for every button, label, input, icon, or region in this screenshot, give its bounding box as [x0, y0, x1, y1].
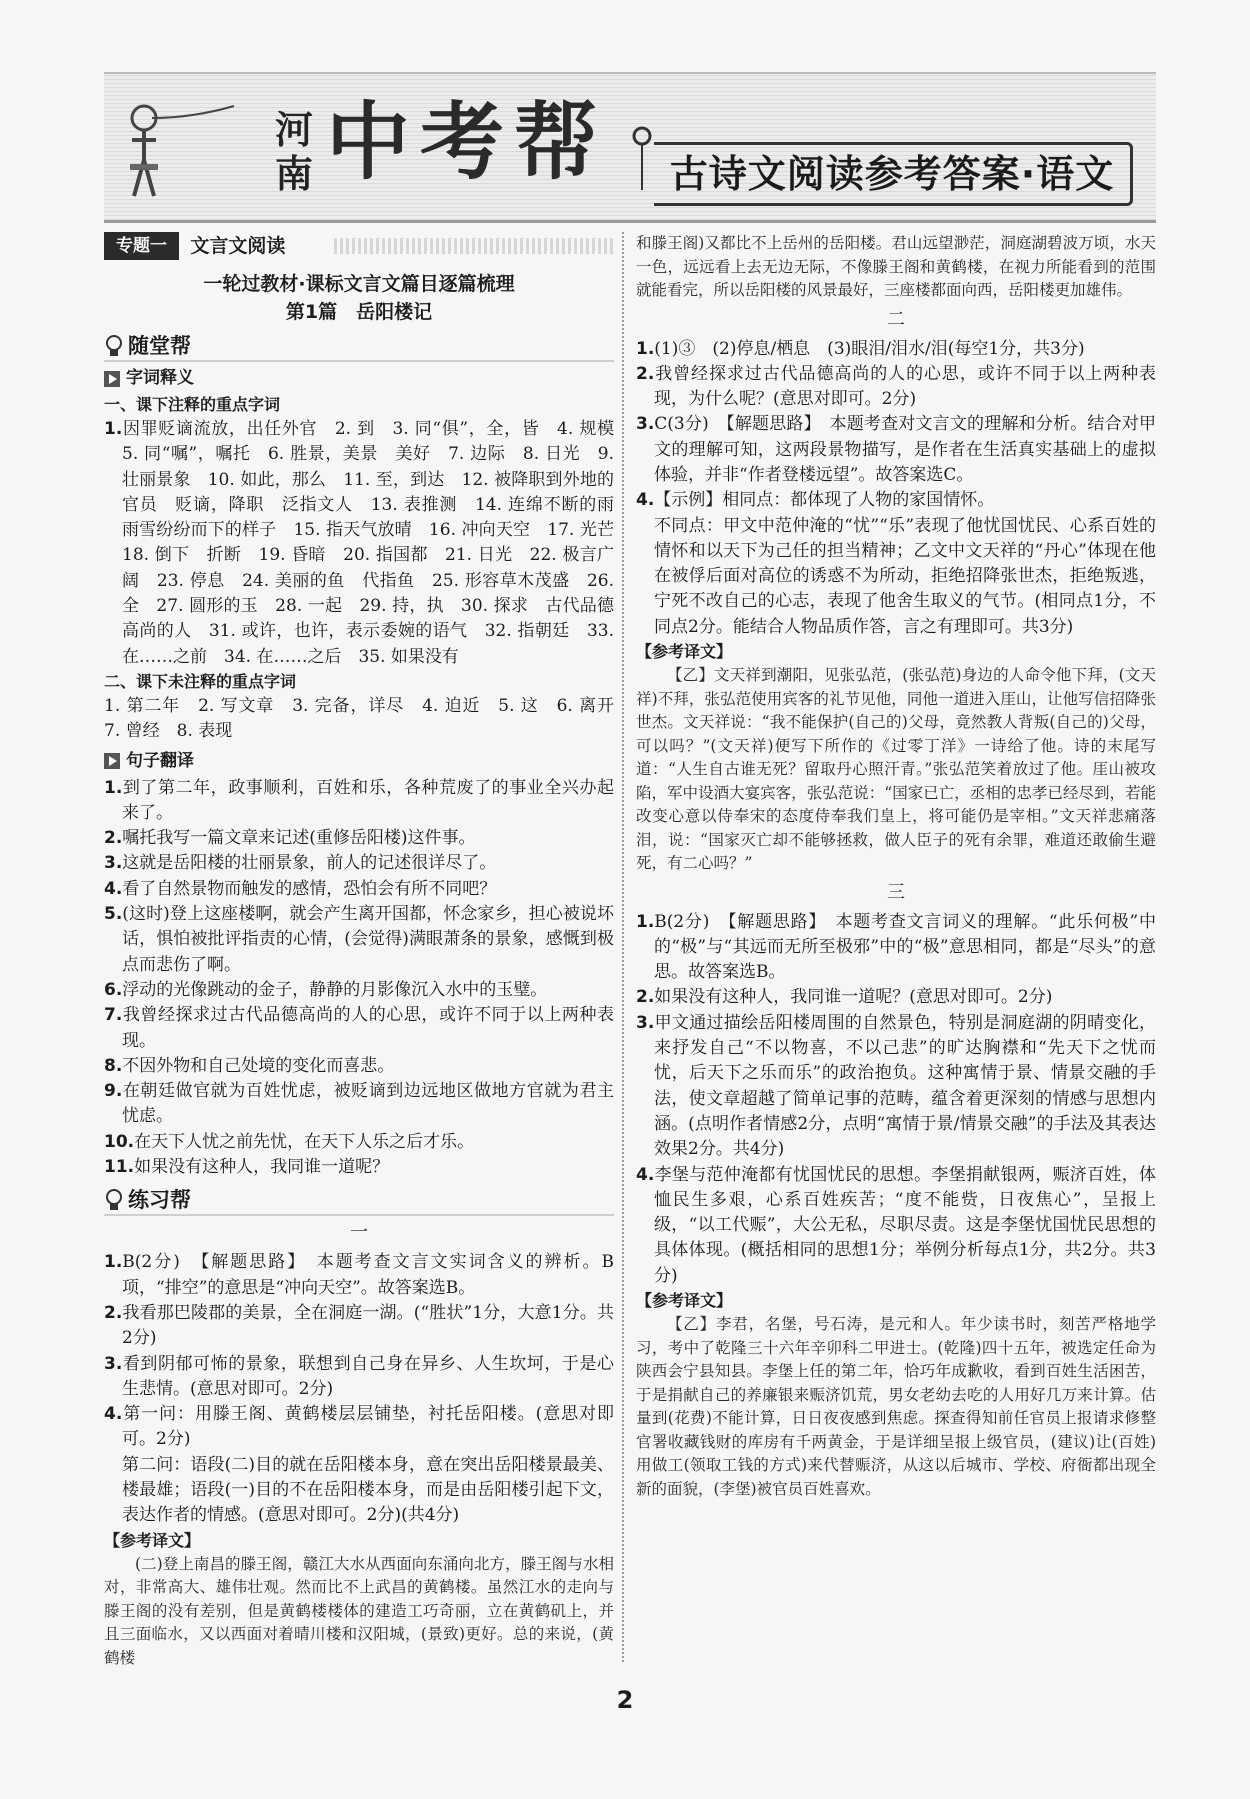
item-text: B(2分) 【解题思路】 本题考查文言词义的理解。“此乐何极”中的“极”与“其远而无所至极邪”中的“极”意思相同，都是“尽头”的意思。故答案选B。	[654, 911, 1156, 983]
part-number: 二	[887, 308, 905, 330]
item-number: 3.	[636, 414, 655, 435]
list-item	[104, 978, 614, 1003]
group-heading-2: 二、课下未注释的重点字词	[104, 671, 297, 691]
reference-translation-heading: 【参考译文】	[636, 1291, 733, 1311]
item-text: 看到阴郁可怖的景象，联想到自己身在异乡、人生坎坷，于是心生悲情。(意思对即可。2分)	[122, 1353, 614, 1399]
header-banner	[104, 72, 1156, 223]
item-number: 4.	[104, 1404, 123, 1425]
item-text: 因罪贬谪流放，出任外官 2. 到 3. 同“俱”，全，皆 4. 规模 5. 同“嘱”，嘱托 6. 胜景，美景 美好 7. 边际 8. 日光 9. 壮丽景象 10. 如此，那么 11. 至，到达 12. 被降职到外地的官员 贬谪，降职 泛指文人 13. 表推测 14. 连绵不断的雨 雨雪纷纷而下的样子 15. 指天气放晴 16. 冲向天空 17. 光芒 18. 倒下 折断 19. 昏暗 20. 指国都 21. 日光 22. 极言广阔 23. 停息 24. 美丽的鱼 代指鱼 25. 形容草木茂盛 26. 全 27. 圆形的玉 28. 一起 29. 持，执 30. 探求 古代品德高尚的人 31. 或许，也许，表示委婉的语气 32. 指朝廷 33. 在……之前 34. 在……之后 35. 如果没有	[122, 419, 631, 667]
group-heading-1: 一、课下注释的重点字词	[104, 395, 281, 414]
item-text: 李堡与范仲淹都有忧国忧民的思想。李堡捐献银两，赈济百姓，体恤民生多艰，心系百姓疾苦；“度不能赀，日夜焦心”，呈报上级，“以工代赈”，大公无私，尽职尽责。这是李堡忧国忧民思想的具体体现。(概括相同的思想1分；举例分析每点1分，共2分。共3分)	[654, 1164, 1156, 1286]
item-number: 3.	[636, 1012, 655, 1033]
item-text: B(2分) 【解题思路】 本题考查文言文实词含义的辨析。B项，“排空”的意思是“冲向天空”。故答案选B。	[122, 1252, 614, 1298]
answer-continuation: 不同点：甲文中范仲淹的“忧”“乐”表现了他忧国忧民、心系百姓的情怀和以天下为己任的担当精神；乙文中文天祥的“丹心”体现在他在被俘后面对高位的诱惑不为所动，拒绝招降张世杰，拒绝叛逃，宁死不改自己的心志，表现了他舍生取义的气节。(相同点1分，不同点2分。能结合人物品质作答，言之有理即可。共3分)	[654, 515, 1156, 637]
item-text: 如果没有这种人，我同谁一道呢？	[134, 1157, 390, 1178]
item-number: 4.	[636, 1164, 655, 1185]
list-item	[104, 776, 614, 827]
subsection-ciyi-label: 字词释义	[126, 368, 194, 388]
subsection-juzi-label: 句子翻译	[126, 750, 194, 771]
left-column	[104, 232, 631, 1670]
subsection-juzi	[104, 749, 614, 774]
item-text: 在朝廷做官就为百姓忧虑，被贬谪到边远地区做地方官就为君主忧虑。	[122, 1081, 614, 1127]
section-suitang	[104, 332, 614, 362]
item-number: 5.	[104, 904, 123, 925]
list-item	[104, 826, 614, 851]
item-text: 第一问：用滕王阁、黄鹤楼层层铺垫，衬托岳阳楼。(意思对即可。2分)	[122, 1404, 614, 1450]
topic-title: 文言文阅读	[190, 235, 286, 257]
item-text: 【示例】相同点：都体现了人物的家国情怀。	[654, 490, 995, 511]
vocab-list-2: 1. 第二年 2. 写文章 3. 完备，详尽 4. 迫近 5. 这 6. 离开 7. 曾经 8. 表现	[104, 695, 631, 742]
part-number: 三	[887, 881, 905, 903]
item-text: (这时)登上这座楼啊，就会产生离开国都，怀念家乡，担心被说坏话，惧怕被批评指责的心情，(会觉得)满眼萧条的景象，感慨到极点而悲伤了啊。	[122, 904, 614, 975]
item-number: 2.	[104, 1302, 123, 1323]
item-text: 我曾经探求过古代品德高尚的人的心思，或许不同于以上两种表现，为什么呢？(意思对即可。2分)	[654, 363, 1156, 410]
list-item	[104, 851, 614, 876]
item-number: 2.	[636, 363, 655, 384]
reference-translation: 【乙】李君，名堡，号石涛，是元和人。年少读书时，刻苦严格地学习，考中了乾隆三十六年辛卯科二甲进士。(乾隆)四十五年，被选定任命为陕西会宁县知县。李堡上任的第二年，恰巧年成歉收，看到百姓生活困苦，于是捐献自己的养廉银来赈济饥荒，男女老幼去吃的人用好几万来计算。估量到(花费)不能计算，日日夜夜感到焦虑。探查得知前任官员上报请求修整官署收藏钱财的库房有千两黄金，于是详细呈报上级官员，(建议)让(百姓)用做工(领取工钱的方式)来代替赈济，从这以后城市、学校、府衙都出现全新的面貌，(李堡)被官员百姓喜欢。	[636, 1315, 1156, 1498]
item-number: 1.	[636, 338, 655, 359]
reference-translation-continued: 和滕王阁)又都比不上岳州的岳阳楼。君山远望渺茫，洞庭湖碧波万顷，水天一色，远远看上去无边无际，不像滕王阁和黄鹤楼，在视力所能看到的范围就能看完，所以岳阳楼的风景最好，三座楼都面向西，岳阳楼更加雄伟。	[636, 234, 1156, 299]
list-item	[104, 1352, 614, 1403]
item-text: 在天下人忧之前先忧，在天下人乐之后才乐。	[134, 1131, 475, 1152]
item-text: 浮动的光像跳动的金子，静静的月影像沉入水中的玉璧。	[122, 979, 548, 1000]
list-item	[636, 985, 1156, 1010]
mascot-figure-icon	[122, 96, 240, 214]
list-item	[104, 1402, 614, 1453]
item-number: 4.	[636, 490, 655, 511]
lightbulb-icon	[104, 1188, 124, 1212]
item-number: 1.	[104, 1252, 123, 1273]
right-column	[636, 232, 1156, 1501]
region-label: 河南	[274, 108, 313, 196]
item-number: 2.	[636, 987, 655, 1008]
item-text: (1)③ (2)停息/栖息 (3)眼泪/泪水/泪(每空1分，共3分)	[654, 338, 1085, 359]
item-text: 如果没有这种人，我同谁一道呢？(意思对即可。2分)	[654, 987, 1053, 1008]
item-number: 10.	[104, 1131, 135, 1152]
item-number: 2.	[104, 828, 123, 849]
column-divider	[622, 232, 624, 1662]
list-item	[104, 1155, 614, 1180]
item-text: 我看那巴陵郡的美景，全在洞庭一湖。(“胜状”1分，大意1分。共2分)	[122, 1302, 614, 1349]
list-item	[104, 902, 614, 978]
document-title: 古诗文阅读参考答案·语文	[654, 142, 1133, 206]
item-number: 7.	[104, 1005, 123, 1026]
reference-translation: 【乙】文天祥到潮阳，见张弘范，(张弘范)身边的人命令他下拜，(文天祥)不拜，张弘范使用宾客的礼节见他，同他一道进入厓山，让他写信招降张世杰。文天祥说：“我不能保护(自己的)父母，竟然教人背叛(自己的)父母，可以吗？”(文天祥)便写下所作的《过零丁洋》一诗给了他。诗的末尾写道：“人生自古谁无死？留取丹心照汗青。”张弘范笑着放过了他。厓山被攻陷，军中设酒大宴宾客，张弘范说：“国家已亡，丞相的忠孝已经尽到，若能改变心意以侍奉宋的态度侍奉我们皇上，将可能仍是宰相。”文天祥悲痛落泪，说：“国家灭亡却不能够拯救，做人臣子的死有余罪，难道还敢偷生避死，有二心吗？”	[636, 666, 1156, 873]
item-number: 9.	[104, 1081, 123, 1102]
list-item	[104, 1054, 614, 1079]
item-number: 3.	[104, 853, 123, 874]
item-number: 8.	[104, 1055, 123, 1076]
item-text: 看了自然景物而触发的感情，恐怕会有所不同吧？	[122, 878, 497, 899]
item-number: 11.	[104, 1157, 135, 1178]
play-triangle-icon	[104, 753, 120, 769]
item-text: 这就是岳阳楼的壮丽景象，前人的记述很详尽了。	[122, 853, 497, 874]
item-text: 甲文通过描绘岳阳楼周围的自然景色，特别是洞庭湖的阴晴变化，来抒发自己“不以物喜，不以己悲”的旷达胸襟和“先天下之忧而忧，后天下之乐而乐”的政治抱负。这种寓情于景、情景交融的手法，使文章超越了简单记事的范畴，蕴含着更深刻的情感与思想内涵。(点明作者情感2分，点明“寓情于景/情景交融”的手法及其表达效果2分。共4分)	[654, 1012, 1156, 1160]
list-item	[636, 362, 1156, 413]
list-item	[636, 1163, 1156, 1289]
item-number: 6.	[104, 979, 123, 1000]
item-number: 4.	[104, 878, 123, 899]
list-item	[636, 1011, 1156, 1163]
brand-title: 中考帮	[326, 93, 609, 191]
item-text: 嘱托我写一篇文章来记述(重修岳阳楼)这件事。	[122, 828, 476, 849]
list-item	[104, 1250, 614, 1301]
item-number: 1.	[104, 419, 123, 439]
reference-translation-heading: 【参考译文】	[104, 1530, 201, 1550]
list-item	[104, 1003, 614, 1054]
list-item	[104, 877, 614, 902]
topic-bar	[104, 232, 614, 262]
play-triangle-icon	[104, 371, 120, 387]
list-item	[104, 1130, 614, 1155]
list-item	[104, 1079, 614, 1130]
item-text: C(3分) 【解题思路】 本题考查对文言文的理解和分析。结合对甲文的理解可知，这两段景物描写，是作者在生活真实基础上的虚拟体验，并非“作者登楼远望”。故答案选C。	[654, 414, 1156, 485]
item-text: 到了第二年，政事顺利，百姓和乐，各种荒废了的事业全兴办起来了。	[122, 777, 614, 823]
lightbulb-icon	[104, 334, 124, 358]
item-number: 1.	[636, 911, 655, 932]
item-number: 1.	[104, 777, 123, 798]
vocab-list-1	[104, 417, 631, 670]
item-text: 不因外物和自己处境的变化而喜悲。	[122, 1055, 395, 1076]
subsection-ciyi	[104, 366, 614, 391]
section-suitang-label: 随堂帮	[128, 334, 191, 358]
answer-continuation: 第二问：语段(二)目的就在岳阳楼本身，意在突出岳阳楼景最美、楼最雄；语段(一)目的不在岳阳楼本身，而是由岳阳楼引起下文，表达作者的情感。(意思对即可。2分)(共4分)	[122, 1454, 614, 1526]
item-text: 我曾经探求过古代品德高尚的人的心思，或许不同于以上两种表现。	[122, 1005, 614, 1051]
list-item	[104, 1301, 614, 1352]
list-item	[636, 337, 1156, 362]
section-lianxi-label: 练习帮	[128, 1188, 191, 1213]
part-number: 一	[350, 1222, 368, 1244]
chapter-heading: 一轮过教材·课标文言文篇目逐篇梳理	[203, 273, 515, 295]
section-lianxi	[104, 1186, 614, 1216]
item-number: 3.	[104, 1353, 123, 1374]
list-item	[636, 412, 1156, 488]
list-item	[636, 910, 1156, 986]
list-item	[636, 488, 1156, 513]
page-number: 2	[616, 1686, 634, 1714]
reference-translation-heading: 【参考译文】	[636, 642, 733, 662]
topic-tag: 专题一	[104, 232, 179, 260]
topic-stripes	[334, 238, 614, 254]
reference-translation: (二)登上南昌的滕王阁，赣江大水从西面向东涌向北方，滕王阁与水相对，非常高大、雄伟壮观。然而比不上武昌的黄鹤楼。虽然江水的走向与滕王阁的没有差别，但是黄鹤楼楼体的建造工巧奇丽，立在黄鹤矶上，并且三面临水，又以西面对着晴川楼和汉阳城，(景致)更好。总的来说，(黄鹤楼	[104, 1554, 614, 1667]
lesson-title: 第1篇 岳阳楼记	[285, 301, 433, 323]
